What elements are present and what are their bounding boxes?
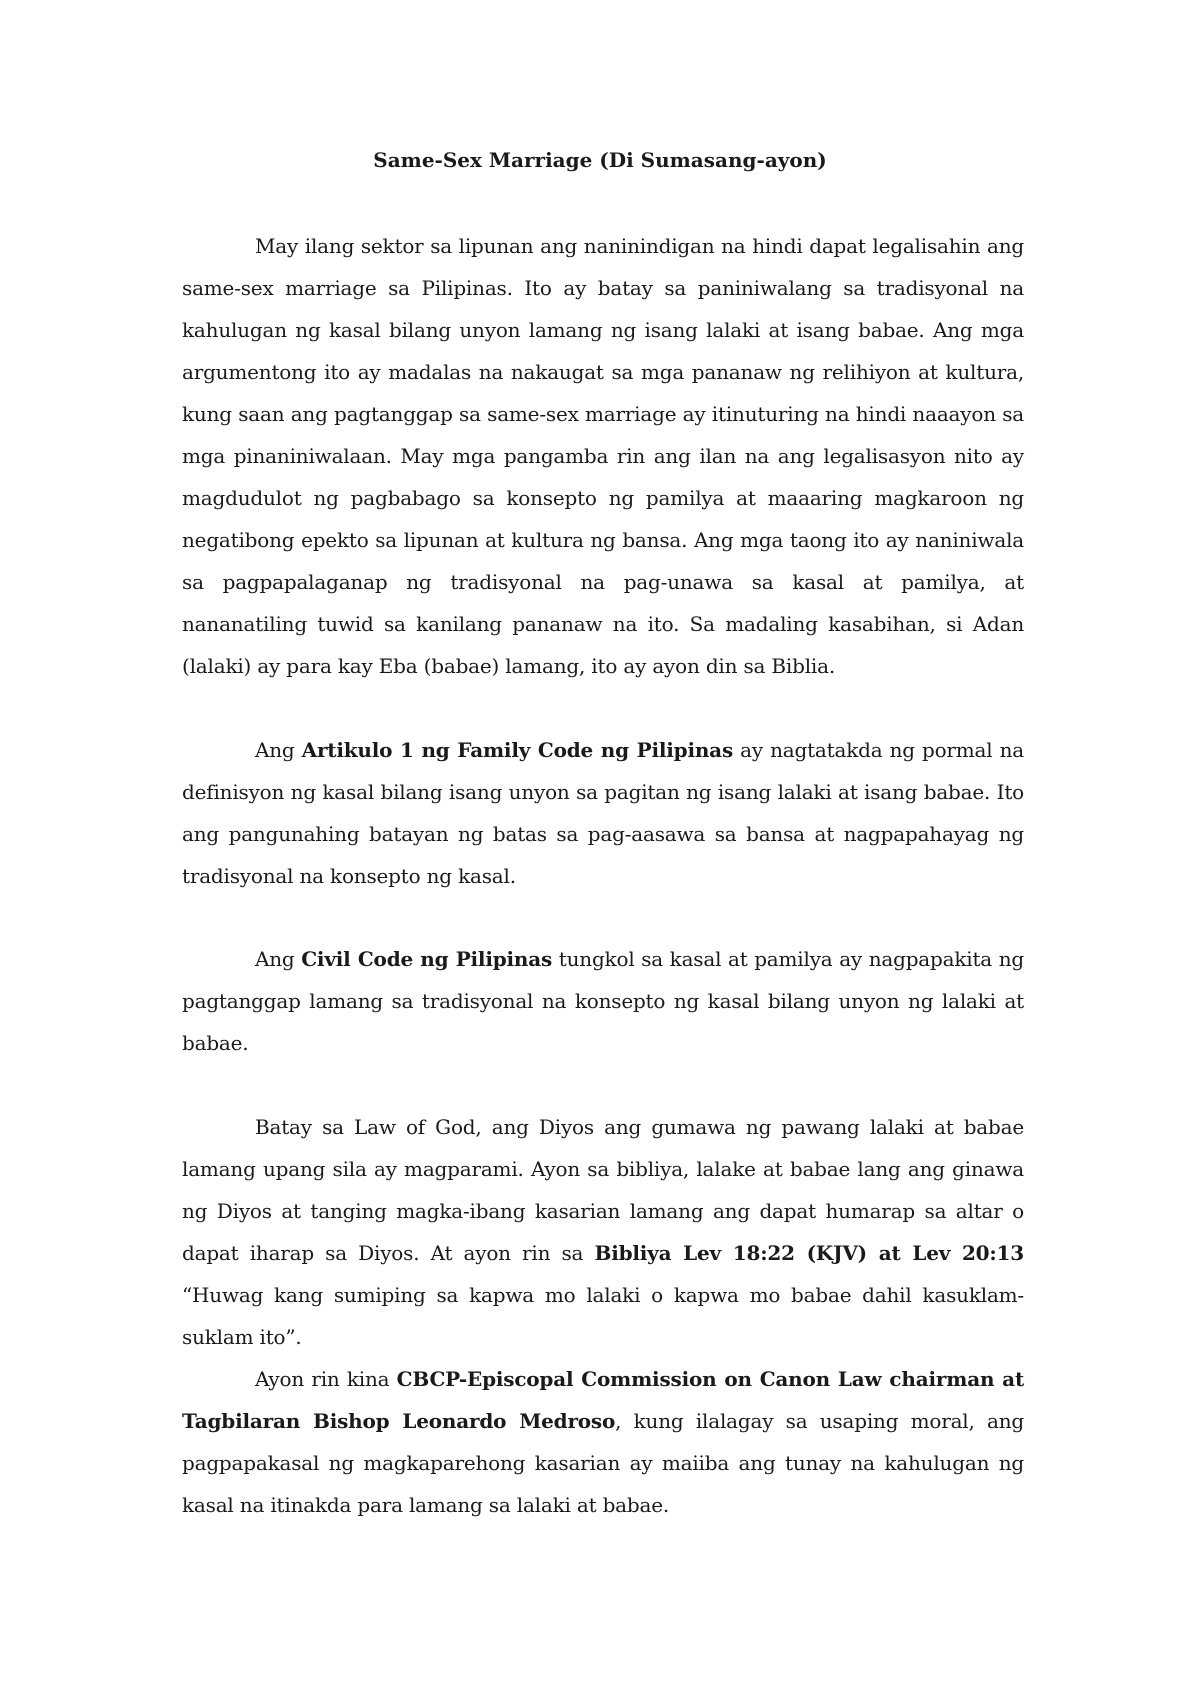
- paragraph-text-before: Batay sa Law of God, ang Diyos ang gumawa ng pawang lalaki at babae lamang upang sila ay magparami. Ayon sa bibliya, lalake at babae lang ang ginawa ng Diyos at tanging magka-ibang kasarian lamang ang dapat humarap sa altar o dapat iharap sa Diyos. At ayon rin sa: [182, 1115, 1024, 1265]
- paragraph-text-before: Ayon rin kina: [255, 1367, 397, 1391]
- paragraph-family-code: [182, 729, 1024, 897]
- paragraph-civil-code: [182, 938, 1024, 1064]
- paragraph-cbcp: [182, 1358, 1024, 1526]
- paragraph-text-after: , kung ilalagay sa usaping moral, ang pagpapakasal ng magkaparehong kasarian ay maiiba ang tunay na kahulugan ng kasal na itinakda para lamang sa lalaki at babae.: [182, 1409, 1024, 1517]
- bold-reference: Civil Code ng Pilipinas: [301, 947, 553, 971]
- bold-reference: CBCP-Episcopal Commission on Canon Law chairman at Tagbilaran Bishop Leonardo Medroso: [182, 1367, 1024, 1433]
- paragraph-intro: May ilang sektor sa lipunan ang naninindigan na hindi dapat legalisahin ang same-sex marriage sa Pilipinas. Ito ay batay sa paniniwalang sa tradisyonal na kahulugan ng kasal bilang unyon lamang ng isang lalaki at isang babae. Ang mga argumentong ito ay madalas na nakaugat sa mga pananaw ng relihiyon at kultura, kung saan ang pagtanggap sa same-sex marriage ay itinuturing na hindi naaayon sa mga pinaniniwalaan. May mga pangamba rin ang ilan na ang legalisasyon nito ay magdudulot ng pagbabago sa konsepto ng pamilya at maaaring magkaroon ng negatibong epekto sa lipunan at kultura ng bansa. Ang mga taong ito ay naniniwala sa pagpapalaganap ng tradisyonal na pag-unawa sa kasal at pamilya, at nananatiling tuwid sa kanilang pananaw na ito. Sa madaling kasabihan, si Adan (lalaki) ay para kay Eba (babae) lamang, ito ay ayon din sa Biblia.: [182, 234, 1024, 678]
- paragraph-text-before: Ang: [255, 947, 302, 971]
- paragraph-text-before: Ang: [255, 738, 302, 762]
- bold-reference: Bibliya Lev 18:22 (KJV) at Lev 20:13: [594, 1241, 1024, 1265]
- paragraph-text-after: ay nagtatakda ng pormal na definisyon ng kasal bilang isang unyon sa pagitan ng isang lalaki at isang babae. Ito ang pangunahing batayan ng batas sa pag-aasawa sa bansa at nagpapahayag ng tradisyonal na konsepto ng kasal.: [182, 738, 1024, 888]
- page-title: Same-Sex Marriage (Di Sumasang-ayon): [373, 148, 827, 172]
- paragraph-law-of-god: [182, 1106, 1024, 1358]
- bold-reference: Artikulo 1 ng Family Code ng Pilipinas: [301, 738, 733, 762]
- paragraph-text-after: “Huwag kang sumiping sa kapwa mo lalaki o kapwa mo babae dahil kasuklam-suklam ito”.: [182, 1283, 1024, 1349]
- paragraph-text-after: tungkol sa kasal at pamilya ay nagpapakita ng pagtanggap lamang sa tradisyonal na konsepto ng kasal bilang unyon ng lalaki at babae.: [182, 947, 1024, 1055]
